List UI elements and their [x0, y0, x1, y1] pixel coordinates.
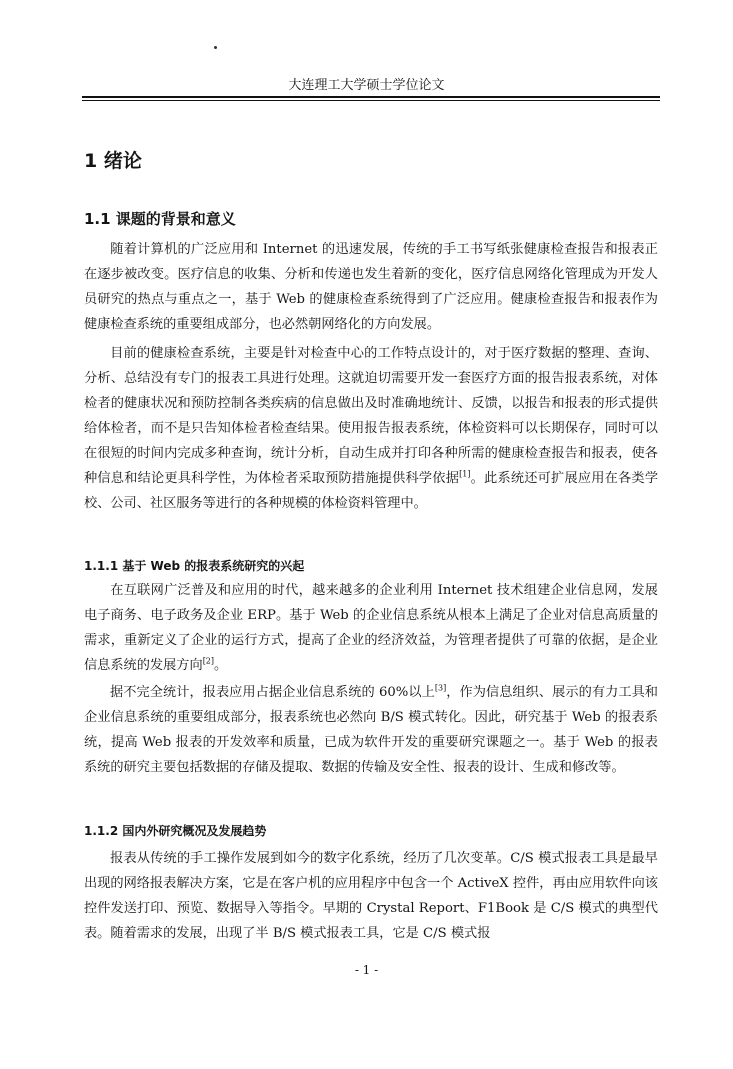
chapter-title: 1 绪论	[84, 150, 142, 172]
paragraph-1	[84, 237, 658, 337]
paragraph-2-text-b: 。此系统还可扩展应用在各类学校、公司、社区服务等进行的各种规模的体检资料管理中。	[84, 471, 659, 511]
paragraph-5-text: 报表从传统的手工操作发展到如今的数字化系统，经历了几次变革。C/S 模式报表工具是最早出现的网络报表解决方案，它是在客户机的应用程序中包含一个 ActiveX 控件，再由应用软件向该控件发送打印、预览、数据导入等指令。早期的 Crystal Report、F1Book 是 C/S 模式的典型代表。随着需求的发展，出现了半 B/S 模式报表工具，它是 C/S 模式报	[84, 851, 658, 941]
citation-1: [1]	[459, 469, 471, 479]
section-title: 1.1 课题的背景和意义	[84, 210, 236, 228]
citation-2: [2]	[202, 656, 215, 666]
scan-dot	[214, 46, 217, 49]
paragraph-3-text-b: 。	[214, 658, 228, 673]
running-header: 大连理工大学硕士学位论文	[288, 78, 445, 93]
subsection-title-1: 1.1.1 基于 Web 的报表系统研究的兴起	[84, 559, 305, 573]
paragraph-2-text-a: 目前的健康检查系统，主要是针对检查中心的工作特点设计的，对于医疗数据的整理、查询、分析、总结没有专门的报表工具进行处理。这就迫切需要开发一套医疗方面的报告报表系统，对体检者的健康状况和预防控制各类疾病的信息做出及时准确地统计、反馈，以报告和报表的形式提供给体检者，而不是只告知体检者检查结果。使用报告报表系统，体检资料可以长期保存，同时可以在很短的时间内完成多种查询，统计分析，自动生成并打印各种所需的健康检查报告和报表，使各种信息和结论更具科学性，为体检者采取预防措施提供科学依据	[84, 346, 658, 486]
paragraph-5	[84, 846, 658, 946]
paragraph-3-text-a: 在互联网广泛普及和应用的时代，越来越多的企业利用 Internet 技术组建企业信息网，发展电子商务、电子政务及企业 ERP。基于 Web 的企业信息系统从根本上满足了企业对信息高质量的需求，重新定义了企业的运行方式，提高了企业的经济效益，为管理者提供了可靠的依据，是企业信息系统的发展方向	[84, 583, 658, 673]
header-rule-thick	[82, 96, 660, 98]
paragraph-1-text: 随着计算机的广泛应用和 Internet 的迅速发展，传统的手工书写纸张健康检查报告和报表正在逐步被改变。医疗信息的收集、分析和传递也发生着新的变化，医疗信息网络化管理成为开发人员研究的热点与重点之一，基于 Web 的健康检查系统得到了广泛应用。健康检查报告和报表作为健康检查系统的重要组成部分，也必然朝网络化的方向发展。	[84, 242, 658, 332]
citation-3: [3]	[434, 683, 447, 693]
paragraph-4-text-a: 据不完全统计，报表应用占据企业信息系统的 60%以上	[110, 685, 435, 700]
subsection-title-2: 1.1.2 国内外研究概况及发展趋势	[84, 824, 267, 838]
page-number: - 1 -	[354, 963, 379, 977]
paragraph-4-text-b: ，作为信息组织、展示的有力工具和企业信息系统的重要组成部分，报表系统也必然向 B/S 模式转化。因此，研究基于 Web 的报表系统，提高 Web 报表的开发效率和质量，已成为软件开发的重要研究课题之一。基于 Web 的报表系统的研究主要包括数据的存储及提取、数据的传输及安全性、报表的设计、生成和修改等。	[84, 685, 658, 775]
paragraph-4	[84, 680, 658, 780]
paragraph-2	[84, 341, 658, 516]
header-rule-thin	[82, 100, 660, 101]
paragraph-3	[84, 578, 658, 678]
